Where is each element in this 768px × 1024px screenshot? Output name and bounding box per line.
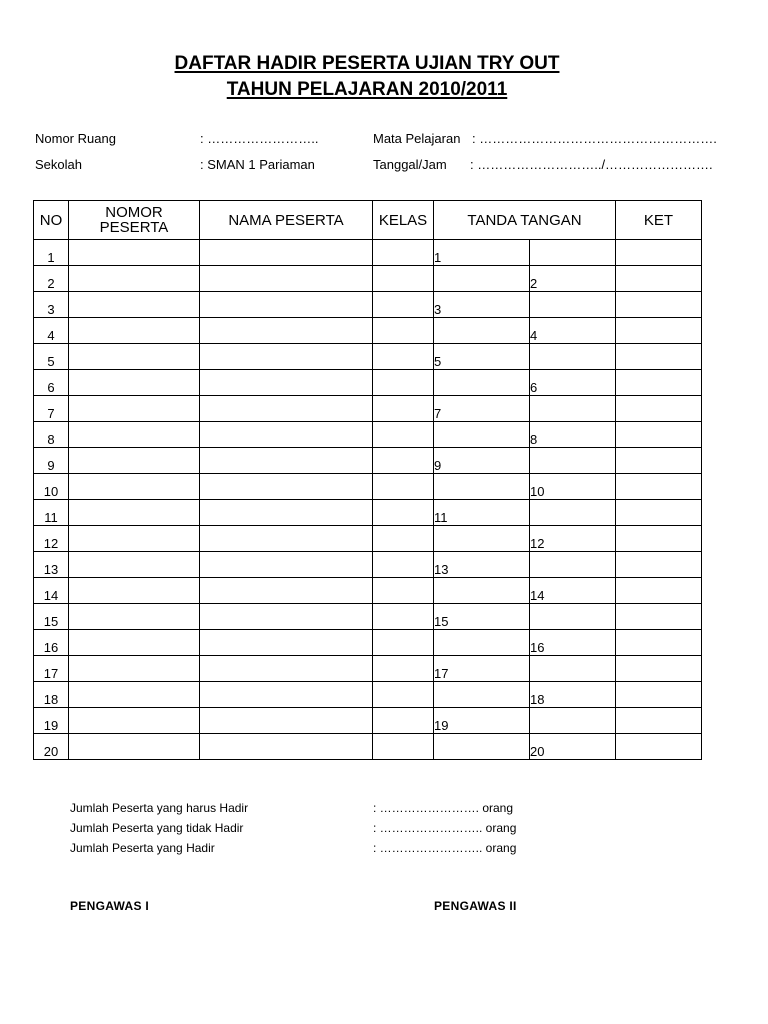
nama-peserta-cell[interactable]	[200, 682, 373, 708]
attendance-table	[33, 200, 702, 760]
ket-cell[interactable]	[616, 552, 702, 578]
nama-peserta-cell[interactable]	[200, 474, 373, 500]
kelas-cell[interactable]	[373, 630, 434, 656]
table-row	[34, 604, 702, 630]
nomor-peserta-cell[interactable]	[69, 318, 200, 344]
row-number: 18	[34, 682, 69, 708]
signature-left-cell[interactable]: 17	[434, 656, 530, 682]
signature-right-cell[interactable]: 18	[530, 682, 616, 708]
kelas-cell[interactable]	[373, 344, 434, 370]
pengawas-1-label: PENGAWAS I	[70, 899, 150, 913]
kelas-cell[interactable]	[373, 526, 434, 552]
ket-cell[interactable]	[616, 630, 702, 656]
signature-right-cell[interactable]	[530, 708, 616, 734]
document-title: DAFTAR HADIR PESERTA UJIAN TRY OUT	[174, 53, 560, 74]
signature-right-cell[interactable]: 6	[530, 370, 616, 396]
ket-cell[interactable]	[616, 396, 702, 422]
ket-cell[interactable]	[616, 344, 702, 370]
kelas-cell[interactable]	[373, 734, 434, 760]
signature-right-cell[interactable]	[530, 552, 616, 578]
table-row	[34, 344, 702, 370]
row-number: 8	[34, 422, 69, 448]
header-nama-peserta: NAMA PESERTA	[200, 201, 373, 240]
signature-left-cell[interactable]	[434, 578, 530, 604]
signature-right-cell[interactable]: 8	[530, 422, 616, 448]
header-nomor-peserta: NOMOR PESERTA	[69, 201, 200, 240]
signature-left-cell[interactable]	[434, 630, 530, 656]
nomor-ruang-label: Nomor Ruang	[35, 131, 116, 146]
kelas-cell[interactable]	[373, 318, 434, 344]
table-row	[34, 656, 702, 682]
nomor-peserta-cell[interactable]	[69, 344, 200, 370]
nama-peserta-cell[interactable]	[200, 292, 373, 318]
ket-cell[interactable]	[616, 734, 702, 760]
row-number: 17	[34, 656, 69, 682]
row-number: 3	[34, 292, 69, 318]
table-row	[34, 396, 702, 422]
signature-right-cell[interactable]	[530, 344, 616, 370]
signature-right-cell[interactable]	[530, 448, 616, 474]
nama-peserta-cell[interactable]	[200, 344, 373, 370]
ket-cell[interactable]	[616, 448, 702, 474]
kelas-cell[interactable]	[373, 578, 434, 604]
nomor-peserta-cell[interactable]	[69, 630, 200, 656]
ket-cell[interactable]	[616, 526, 702, 552]
table-row	[34, 448, 702, 474]
signature-right-cell[interactable]: 14	[530, 578, 616, 604]
sekolah-label: Sekolah	[35, 157, 82, 172]
signature-left-cell[interactable]: 7	[434, 396, 530, 422]
row-number: 15	[34, 604, 69, 630]
nama-peserta-cell[interactable]	[200, 370, 373, 396]
signature-left-cell[interactable]	[434, 682, 530, 708]
nomor-ruang-value: : ……………………..	[200, 131, 319, 146]
signature-left-cell[interactable]	[434, 734, 530, 760]
nama-peserta-cell[interactable]	[200, 708, 373, 734]
row-number: 20	[34, 734, 69, 760]
table-row	[34, 526, 702, 552]
nomor-peserta-cell[interactable]	[69, 526, 200, 552]
tanggal-jam-value: : ………………………../…………………….	[470, 157, 713, 172]
document-subtitle: TAHUN PELAJARAN 2010/2011	[226, 79, 508, 100]
jumlah-hadir-value: : …………………….. orang	[373, 841, 517, 855]
kelas-cell[interactable]	[373, 240, 434, 266]
mata-pelajaran-label: Mata Pelajaran	[373, 131, 461, 146]
table-row	[34, 500, 702, 526]
kelas-cell[interactable]	[373, 422, 434, 448]
kelas-cell[interactable]	[373, 708, 434, 734]
table-row	[34, 370, 702, 396]
nama-peserta-cell[interactable]	[200, 552, 373, 578]
nomor-peserta-cell[interactable]	[69, 578, 200, 604]
header-ket: KET	[616, 201, 702, 240]
row-number: 5	[34, 344, 69, 370]
signature-left-cell[interactable]: 9	[434, 448, 530, 474]
table-row	[34, 682, 702, 708]
kelas-cell[interactable]	[373, 448, 434, 474]
table-row	[34, 708, 702, 734]
signature-right-cell[interactable]: 20	[530, 734, 616, 760]
nomor-peserta-cell[interactable]	[69, 604, 200, 630]
nomor-peserta-cell[interactable]	[69, 552, 200, 578]
jumlah-harus-hadir-label: Jumlah Peserta yang harus Hadir	[70, 801, 249, 815]
signature-right-cell[interactable]: 12	[530, 526, 616, 552]
signature-left-cell[interactable]: 1	[434, 240, 530, 266]
nama-peserta-cell[interactable]	[200, 734, 373, 760]
ket-cell[interactable]	[616, 708, 702, 734]
signature-left-cell[interactable]	[434, 474, 530, 500]
nomor-peserta-cell[interactable]	[69, 708, 200, 734]
nomor-peserta-cell[interactable]	[69, 734, 200, 760]
header-tanda-tangan: TANDA TANGAN	[434, 201, 616, 240]
row-number: 14	[34, 578, 69, 604]
row-number: 19	[34, 708, 69, 734]
signature-left-cell[interactable]: 5	[434, 344, 530, 370]
ket-cell[interactable]	[616, 266, 702, 292]
signature-left-cell[interactable]: 19	[434, 708, 530, 734]
ket-cell[interactable]	[616, 422, 702, 448]
nama-peserta-cell[interactable]	[200, 422, 373, 448]
kelas-cell[interactable]	[373, 552, 434, 578]
row-number: 9	[34, 448, 69, 474]
ket-cell[interactable]	[616, 292, 702, 318]
kelas-cell[interactable]	[373, 682, 434, 708]
kelas-cell[interactable]	[373, 396, 434, 422]
nomor-peserta-cell[interactable]	[69, 396, 200, 422]
nama-peserta-cell[interactable]	[200, 396, 373, 422]
tanggal-jam-label: Tanggal/Jam	[373, 157, 447, 172]
table-row	[34, 474, 702, 500]
signature-right-cell[interactable]	[530, 500, 616, 526]
signature-right-cell[interactable]	[530, 240, 616, 266]
table-row	[34, 318, 702, 344]
table-row	[34, 552, 702, 578]
signature-right-cell[interactable]	[530, 604, 616, 630]
kelas-cell[interactable]	[373, 474, 434, 500]
table-row	[34, 292, 702, 318]
signature-left-cell[interactable]	[434, 370, 530, 396]
signature-right-cell[interactable]: 10	[530, 474, 616, 500]
nama-peserta-cell[interactable]	[200, 656, 373, 682]
row-number: 7	[34, 396, 69, 422]
ket-cell[interactable]	[616, 656, 702, 682]
signature-right-cell[interactable]: 2	[530, 266, 616, 292]
table-row	[34, 734, 702, 760]
table-row	[34, 266, 702, 292]
signature-left-cell[interactable]: 11	[434, 500, 530, 526]
ket-cell[interactable]	[616, 604, 702, 630]
signature-left-cell[interactable]	[434, 526, 530, 552]
nama-peserta-cell[interactable]	[200, 448, 373, 474]
pengawas-2-label: PENGAWAS II	[434, 899, 517, 913]
ket-cell[interactable]	[616, 370, 702, 396]
signature-right-cell[interactable]: 4	[530, 318, 616, 344]
table-body	[34, 240, 702, 760]
ket-cell[interactable]	[616, 240, 702, 266]
table-header-row	[34, 201, 702, 240]
jumlah-harus-hadir-value: : ……………………. orang	[373, 801, 514, 815]
row-number: 16	[34, 630, 69, 656]
mata-pelajaran-value: : ……………………………………………….	[472, 131, 717, 146]
sekolah-value: : SMAN 1 Pariaman	[200, 157, 315, 172]
nama-peserta-cell[interactable]	[200, 240, 373, 266]
nomor-peserta-cell[interactable]	[69, 422, 200, 448]
jumlah-tidak-hadir-label: Jumlah Peserta yang tidak Hadir	[70, 821, 244, 835]
nomor-peserta-cell[interactable]	[69, 656, 200, 682]
row-number: 12	[34, 526, 69, 552]
table-row	[34, 578, 702, 604]
nomor-peserta-cell[interactable]	[69, 292, 200, 318]
signature-right-cell[interactable]	[530, 396, 616, 422]
signature-right-cell[interactable]: 16	[530, 630, 616, 656]
kelas-cell[interactable]	[373, 266, 434, 292]
ket-cell[interactable]	[616, 682, 702, 708]
kelas-cell[interactable]	[373, 656, 434, 682]
row-number: 11	[34, 500, 69, 526]
table-row	[34, 240, 702, 266]
ket-cell[interactable]	[616, 500, 702, 526]
ket-cell[interactable]	[616, 474, 702, 500]
signature-left-cell[interactable]: 15	[434, 604, 530, 630]
table-row	[34, 422, 702, 448]
nomor-peserta-cell[interactable]	[69, 266, 200, 292]
nama-peserta-cell[interactable]	[200, 318, 373, 344]
row-number: 2	[34, 266, 69, 292]
jumlah-hadir-label: Jumlah Peserta yang Hadir	[70, 841, 215, 855]
kelas-cell[interactable]	[373, 500, 434, 526]
signature-right-cell[interactable]	[530, 292, 616, 318]
jumlah-tidak-hadir-value: : …………………….. orang	[373, 821, 517, 835]
ket-cell[interactable]	[616, 578, 702, 604]
nomor-peserta-cell[interactable]	[69, 474, 200, 500]
row-number: 1	[34, 240, 69, 266]
nama-peserta-cell[interactable]	[200, 500, 373, 526]
kelas-cell[interactable]	[373, 292, 434, 318]
header-kelas: KELAS	[373, 201, 434, 240]
ket-cell[interactable]	[616, 318, 702, 344]
signature-left-cell[interactable]: 13	[434, 552, 530, 578]
nama-peserta-cell[interactable]	[200, 604, 373, 630]
nama-peserta-cell[interactable]	[200, 578, 373, 604]
kelas-cell[interactable]	[373, 604, 434, 630]
nomor-peserta-cell[interactable]	[69, 500, 200, 526]
row-number: 13	[34, 552, 69, 578]
nomor-peserta-cell[interactable]	[69, 370, 200, 396]
row-number: 6	[34, 370, 69, 396]
row-number: 10	[34, 474, 69, 500]
nomor-peserta-cell[interactable]	[69, 448, 200, 474]
header-no: NO	[34, 201, 69, 240]
signature-left-cell[interactable]	[434, 318, 530, 344]
nama-peserta-cell[interactable]	[200, 526, 373, 552]
row-number: 4	[34, 318, 69, 344]
kelas-cell[interactable]	[373, 370, 434, 396]
nomor-peserta-cell[interactable]	[69, 682, 200, 708]
nama-peserta-cell[interactable]	[200, 266, 373, 292]
nomor-peserta-cell[interactable]	[69, 240, 200, 266]
signature-left-cell[interactable]	[434, 266, 530, 292]
signature-left-cell[interactable]	[434, 422, 530, 448]
signature-left-cell[interactable]: 3	[434, 292, 530, 318]
table-row	[34, 630, 702, 656]
nama-peserta-cell[interactable]	[200, 630, 373, 656]
signature-right-cell[interactable]	[530, 656, 616, 682]
